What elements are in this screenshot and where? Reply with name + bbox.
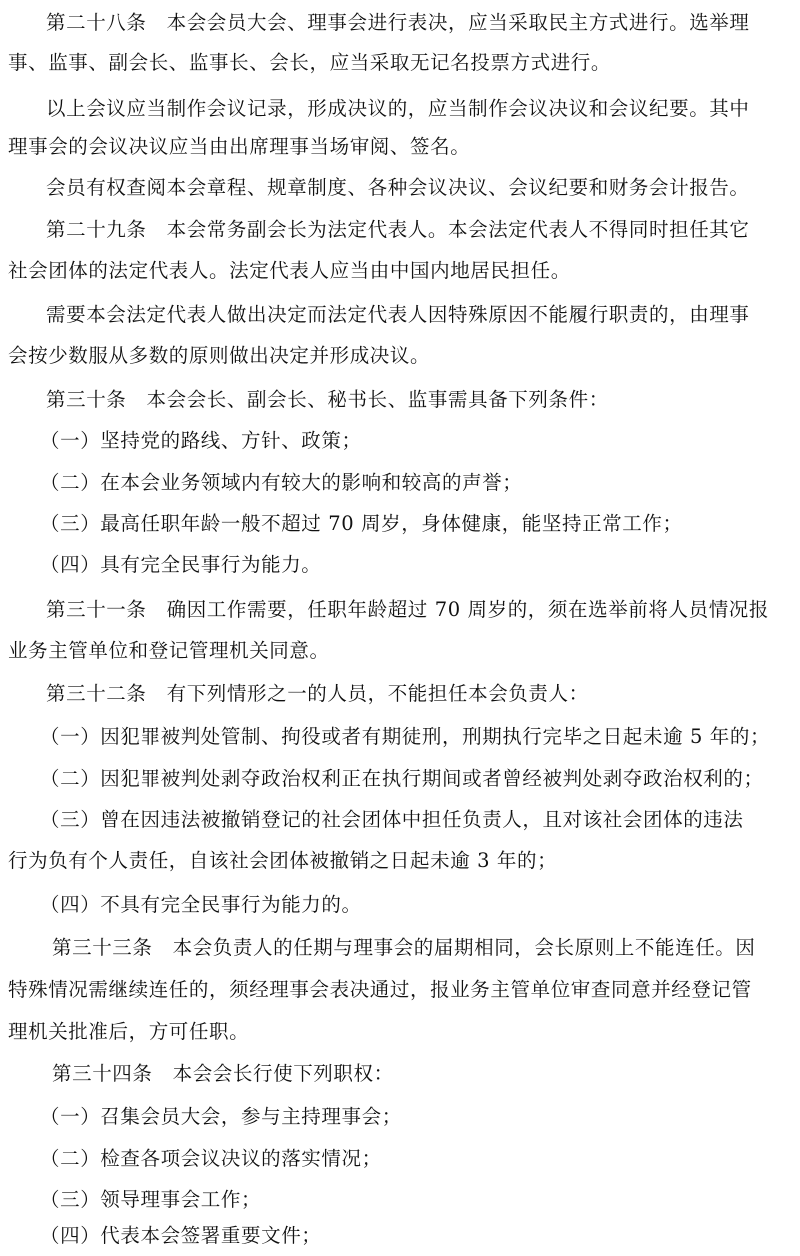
text-line: （二）因犯罪被判处剥夺政治权利正在执行期间或者曾经被判处剥夺政治权利的； bbox=[40, 767, 764, 790]
text-line: 社会团体的法定代表人。法定代表人应当由中国内地居民担任。 bbox=[8, 259, 571, 282]
text-line: 业务主管单位和登记管理机关同意。 bbox=[8, 639, 330, 662]
text-line: （三）最高任职年龄一般不超过 70 周岁，身体健康，能坚持正常工作； bbox=[40, 512, 683, 535]
text-line: 第二十八条 本会会员大会、理事会进行表决，应当采取民主方式进行。选举理 bbox=[46, 11, 750, 34]
text-line: 理机关批准后，方可任职。 bbox=[8, 1020, 250, 1043]
text-line: 第二十九条 本会常务副会长为法定代表人。本会法定代表人不得同时担任其它 bbox=[46, 218, 750, 241]
text-line: 第三十条 本会会长、副会长、秘书长、监事需具备下列条件： bbox=[46, 388, 609, 411]
text-line: （四）具有完全民事行为能力。 bbox=[40, 553, 322, 576]
text-line: （一）召集会员大会，参与主持理事会； bbox=[40, 1105, 402, 1128]
text-line: （二）检查各项会议决议的落实情况； bbox=[40, 1147, 382, 1170]
text-line: 会按少数服从多数的原则做出决定并形成决议。 bbox=[8, 344, 431, 367]
text-line: （一）因犯罪被判处管制、拘役或者有期徒刑，刑期执行完毕之日起未逾 5 年的； bbox=[40, 725, 771, 748]
text-line: 第三十二条 有下列情形之一的人员，不能担任本会负责人： bbox=[46, 682, 589, 705]
text-line: 以上会议应当制作会议记录，形成决议的，应当制作会议决议和会议纪要。其中 bbox=[46, 97, 750, 120]
text-line: 理事会的会议决议应当由出席理事当场审阅、签名。 bbox=[8, 135, 471, 158]
text-line: （一）坚持党的路线、方针、政策； bbox=[40, 429, 362, 452]
text-line: 需要本会法定代表人做出决定而法定代表人因特殊原因不能履行职责的，由理事 bbox=[46, 303, 750, 326]
text-line: （二）在本会业务领域内有较大的影响和较高的声誉； bbox=[40, 471, 523, 494]
text-line: 第三十三条 本会负责人的任期与理事会的届期相同，会长原则上不能连任。因 bbox=[52, 936, 756, 959]
text-line: 第三十一条 确因工作需要，任职年龄超过 70 周岁的，须在选举前将人员情况报 bbox=[46, 598, 770, 621]
text-line: 行为负有个人责任，自该社会团体被撤销之日起未逾 3 年的； bbox=[8, 849, 558, 872]
text-line: 第三十四条 本会会长行使下列职权： bbox=[52, 1062, 394, 1085]
text-line: 会员有权查阅本会章程、规章制度、各种会议决议、会议纪要和财务会计报告。 bbox=[46, 176, 750, 199]
text-line: （三）曾在因违法被撤销登记的社会团体中担任负责人，且对该社会团体的违法 bbox=[40, 808, 744, 831]
text-line: 特殊情况需继续连任的，须经理事会表决通过，报业务主管单位审查同意并经登记管 bbox=[8, 978, 752, 1001]
text-line: （三）领导理事会工作； bbox=[40, 1188, 262, 1211]
text-line: （四）不具有完全民事行为能力的。 bbox=[40, 893, 362, 916]
text-line: 事、监事、副会长、监事长、会长，应当采取无记名投票方式进行。 bbox=[8, 51, 612, 74]
text-line: （四）代表本会签署重要文件； bbox=[40, 1224, 322, 1247]
